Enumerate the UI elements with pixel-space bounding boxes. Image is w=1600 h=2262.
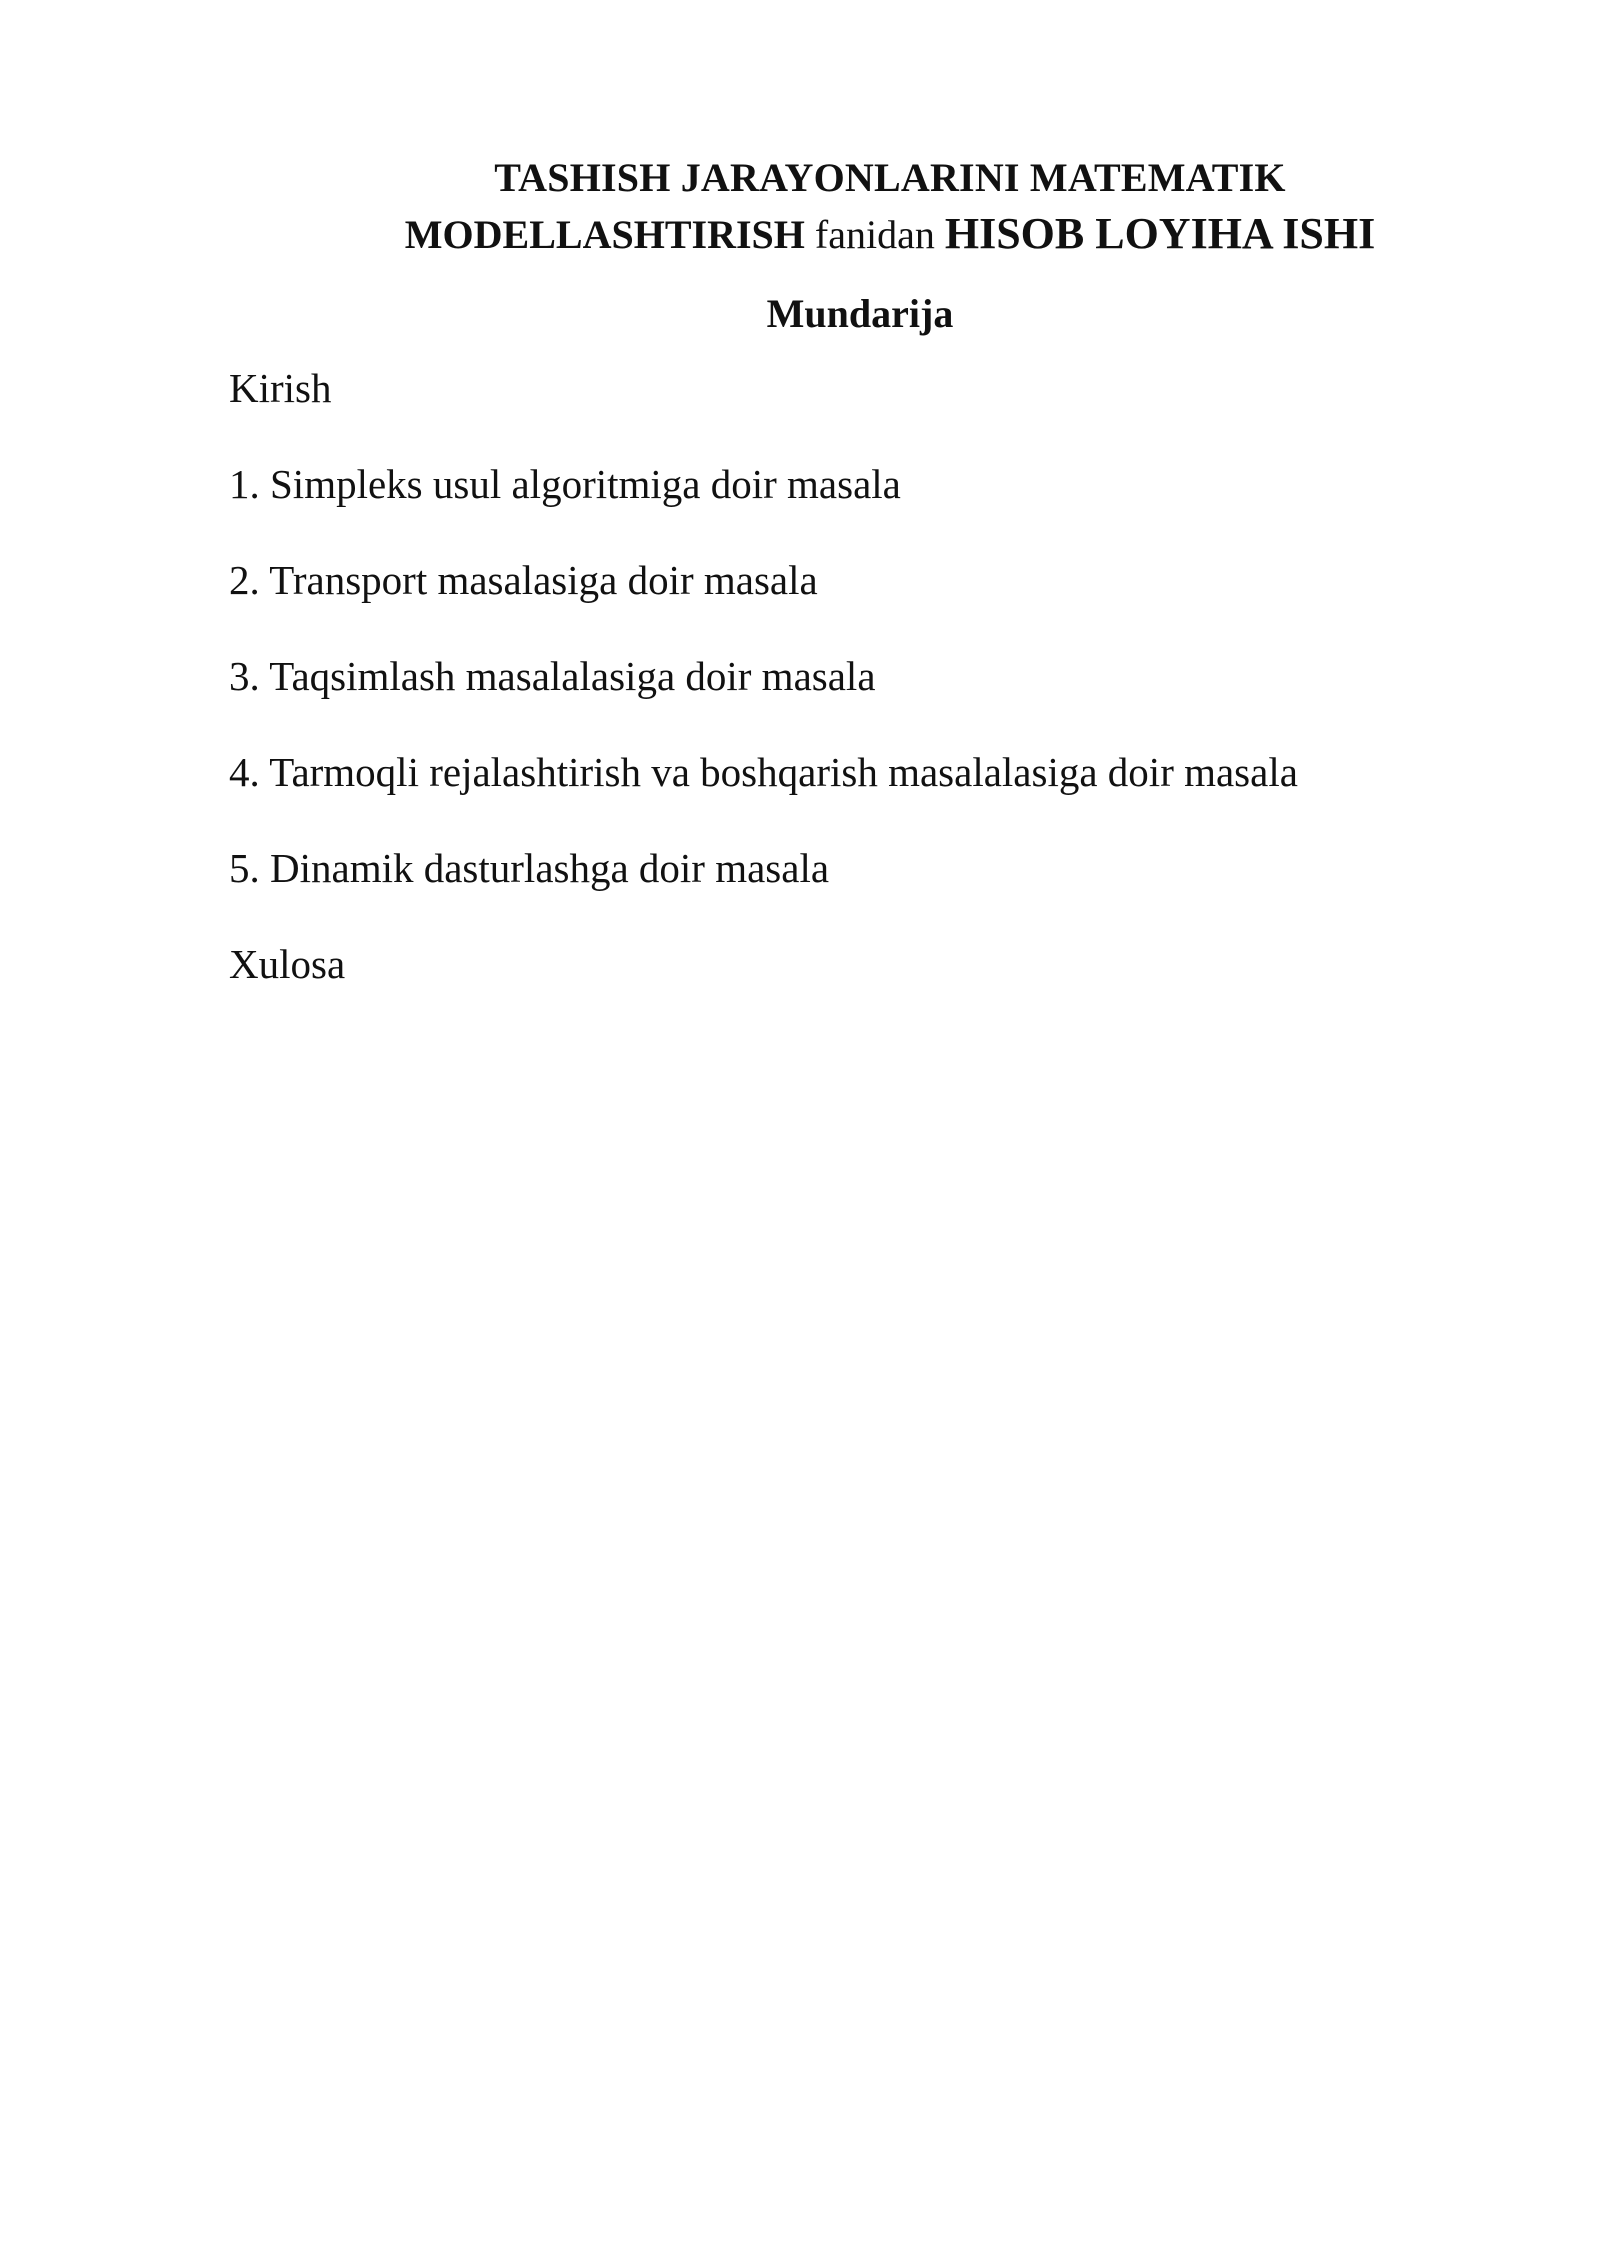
toc-item-5: 5. Dinamik dasturlashga doir masala [229, 845, 830, 891]
title-connector-word: fanidan [814, 212, 935, 257]
toc-item-2: 2. Transport masalasiga doir masala [229, 557, 818, 603]
title-work-type: HISOB LOYIHA ISHI [944, 209, 1376, 258]
toc-list [229, 360, 1529, 1032]
toc-item-kirish: Kirish [229, 365, 332, 411]
toc-heading: Mundarija [766, 291, 954, 336]
title-subject-word: MODELLASHTIRISH [404, 212, 805, 257]
toc-item-xulosa: Xulosa [229, 941, 346, 987]
toc-item-1: 1. Simpleks usul algoritmiga doir masala [229, 461, 901, 507]
toc-item-3: 3. Taqsimlash masalalasiga doir masala [229, 653, 876, 699]
title-line-2 [230, 206, 1530, 263]
title-line-1: TASHISH JARAYONLARINI MATEMATIK [494, 155, 1286, 200]
toc-item-4: 4. Tarmoqli rejalashtirish va boshqarish masalalasiga doir masala [229, 749, 1298, 795]
document-title [230, 150, 1530, 263]
